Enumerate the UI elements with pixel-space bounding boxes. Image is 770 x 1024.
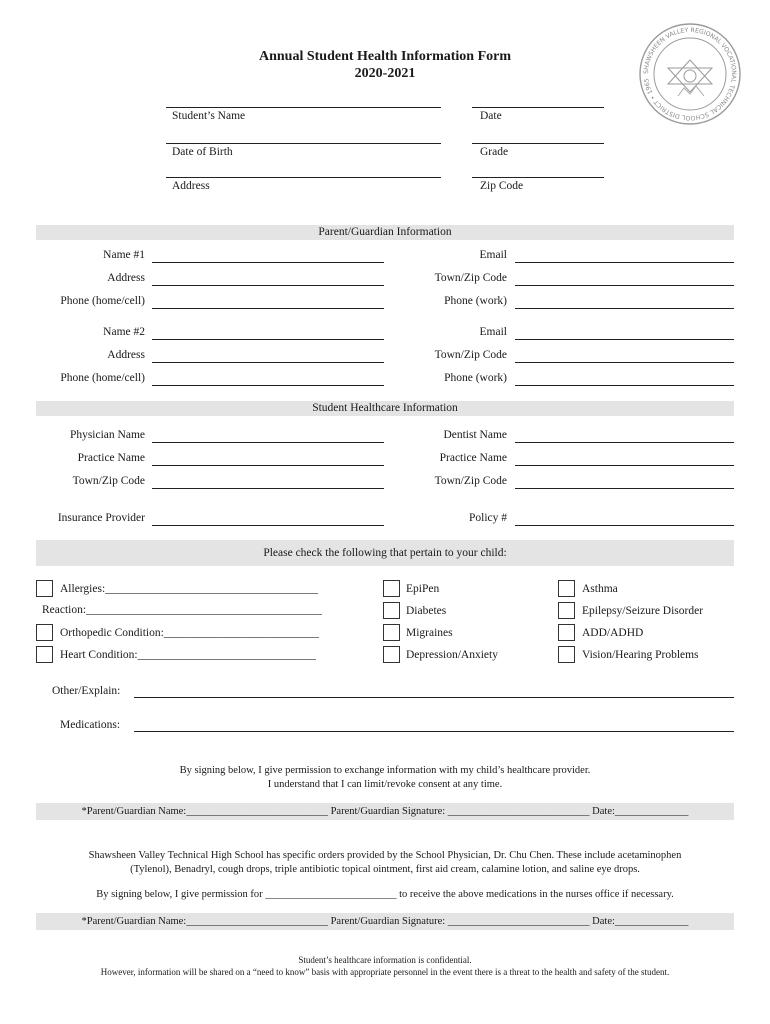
address-field[interactable] (166, 167, 441, 177)
insurance-label: Insurance Provider (57, 512, 145, 524)
physician-label: Physician Name (69, 429, 145, 441)
allergies-checkbox[interactable] (36, 580, 53, 597)
phone-home1-field[interactable] (152, 308, 384, 309)
email1-field[interactable] (515, 262, 734, 263)
town-zip1-label: Town/Zip Code (434, 272, 507, 284)
address1-label: Address (107, 272, 145, 284)
phone-work2-field[interactable] (515, 385, 734, 386)
epipen-checkbox[interactable] (383, 580, 400, 597)
adhd-checkbox[interactable] (558, 624, 575, 641)
phone-home2-label: Phone (home/cell) (60, 372, 145, 384)
asthma-label: Asthma (582, 583, 618, 595)
svg-text:SHAWSHEEN VALLEY REGIONAL VOCA (643, 27, 737, 121)
zip-field[interactable] (472, 167, 604, 177)
reaction-label: Reaction:_________________________________________ (42, 604, 322, 616)
email2-label: Email (479, 326, 507, 338)
phone-work1-label: Phone (work) (444, 295, 507, 307)
epilepsy-checkbox[interactable] (558, 602, 575, 619)
name1-field[interactable] (152, 262, 384, 263)
town-zip2-label: Town/Zip Code (434, 349, 507, 361)
orders-line-1: Shawsheen Valley Technical High School has specific orders provided by the School Physician, Dr. Chu Chen. These include acetaminophen (88, 850, 682, 861)
policy-label: Policy # (468, 512, 507, 524)
diabetes-label: Diabetes (406, 605, 447, 617)
medications-field[interactable] (134, 731, 734, 732)
asthma-checkbox[interactable] (558, 580, 575, 597)
allergies-label: Allergies:_____________________________________ (60, 583, 318, 595)
adhd-label: ADD/ADHD (582, 627, 644, 639)
student-name-field[interactable] (166, 108, 441, 118)
physician-town-zip-field[interactable] (152, 488, 384, 489)
orders-line-2: (Tylenol), Benadryl, cough drops, triple antibiotic topical ointment, first aid cream, calamine lotion, and saline eye drops. (130, 864, 640, 875)
grade-label: Grade (480, 146, 509, 158)
signature-row-1-text: *Parent/Guardian Name:___________________________ Parent/Guardian Signature: ___________________________ Date:______________ (81, 806, 689, 817)
physician-practice-label: Practice Name (77, 452, 145, 464)
date-field[interactable] (472, 108, 604, 118)
phone-home2-field[interactable] (152, 385, 384, 386)
dob-field[interactable] (166, 133, 441, 143)
heart-label: Heart Condition:_______________________________ (60, 649, 316, 661)
diabetes-checkbox[interactable] (383, 602, 400, 619)
vision-checkbox[interactable] (558, 646, 575, 663)
physician-town-zip-label: Town/Zip Code (72, 475, 145, 487)
physician-field[interactable] (152, 442, 384, 443)
policy-field[interactable] (515, 525, 734, 526)
address2-field[interactable] (152, 362, 384, 363)
epilepsy-label: Epilepsy/Seizure Disorder (582, 605, 704, 617)
consent-line-1: By signing below, I give permission to exchange information with my child’s healthcare provider. (179, 765, 591, 776)
signature-row-2-text: *Parent/Guardian Name:___________________________ Parent/Guardian Signature: ___________________________ Date:______________ (81, 916, 689, 927)
town-zip1-field[interactable] (515, 285, 734, 286)
consent-line-2: I understand that I can limit/revoke consent at any time. (267, 779, 503, 790)
address-label: Address (172, 180, 210, 192)
town-zip2-field[interactable] (515, 362, 734, 363)
medications-label: Medications: (60, 719, 121, 731)
form-year: 2020-2021 (354, 66, 416, 81)
epipen-label: EpiPen (406, 583, 440, 595)
other-field[interactable] (134, 697, 734, 698)
grade-field[interactable] (472, 133, 604, 143)
depression-label: Depression/Anxiety (406, 649, 498, 661)
email2-field[interactable] (515, 339, 734, 340)
insurance-field[interactable] (152, 525, 384, 526)
zip-label: Zip Code (480, 180, 524, 192)
dentist-practice-field[interactable] (515, 465, 734, 466)
name2-field[interactable] (152, 339, 384, 340)
dentist-label: Dentist Name (443, 429, 507, 441)
address2-label: Address (107, 349, 145, 361)
phone-home1-label: Phone (home/cell) (60, 295, 145, 307)
conditions-section-header: Please check the following that pertain to your child: (36, 540, 734, 566)
medication-permission: By signing below, I give permission for _________________________ to receive the above medications in the nurses office if necessary. (96, 889, 674, 900)
dentist-field[interactable] (515, 442, 734, 443)
phone-work1-field[interactable] (515, 308, 734, 309)
depression-checkbox[interactable] (383, 646, 400, 663)
dentist-town-zip-field[interactable] (515, 488, 734, 489)
dob-label: Date of Birth (172, 146, 233, 158)
school-seal-icon (638, 22, 742, 126)
name1-label: Name #1 (103, 249, 145, 261)
parent-section-header: Parent/Guardian Information (36, 225, 734, 240)
footer-line-1: Student’s healthcare information is confidential. (298, 955, 472, 965)
phone-work2-label: Phone (work) (444, 372, 507, 384)
form-title: Annual Student Health Information Form (258, 49, 512, 64)
other-label: Other/Explain: (52, 685, 121, 697)
student-name-label: Student’s Name (172, 110, 246, 122)
migraines-checkbox[interactable] (383, 624, 400, 641)
signature-row-2[interactable] (36, 913, 734, 930)
footer-line-2: However, information will be shared on a “need to know” basis with appropriate personnel in the event there is a threat to the health and safety of the student. (100, 967, 670, 977)
migraines-label: Migraines (406, 627, 453, 639)
address1-field[interactable] (152, 285, 384, 286)
signature-row-1[interactable] (36, 803, 734, 820)
dentist-town-zip-label: Town/Zip Code (434, 475, 507, 487)
email1-label: Email (479, 249, 507, 261)
dentist-practice-label: Practice Name (439, 452, 507, 464)
heart-checkbox[interactable] (36, 646, 53, 663)
date-label: Date (480, 110, 502, 122)
physician-practice-field[interactable] (152, 465, 384, 466)
seal-text: SHAWSHEEN VALLEY REGIONAL VOCATIONAL TECHNICAL SCHOOL DISTRICT • 1965 (642, 26, 738, 122)
healthcare-section-header: Student Healthcare Information (36, 401, 734, 416)
orthopedic-checkbox[interactable] (36, 624, 53, 641)
vision-label: Vision/Hearing Problems (582, 649, 699, 661)
orthopedic-label: Orthopedic Condition:___________________________ (60, 627, 320, 639)
name2-label: Name #2 (103, 326, 145, 338)
